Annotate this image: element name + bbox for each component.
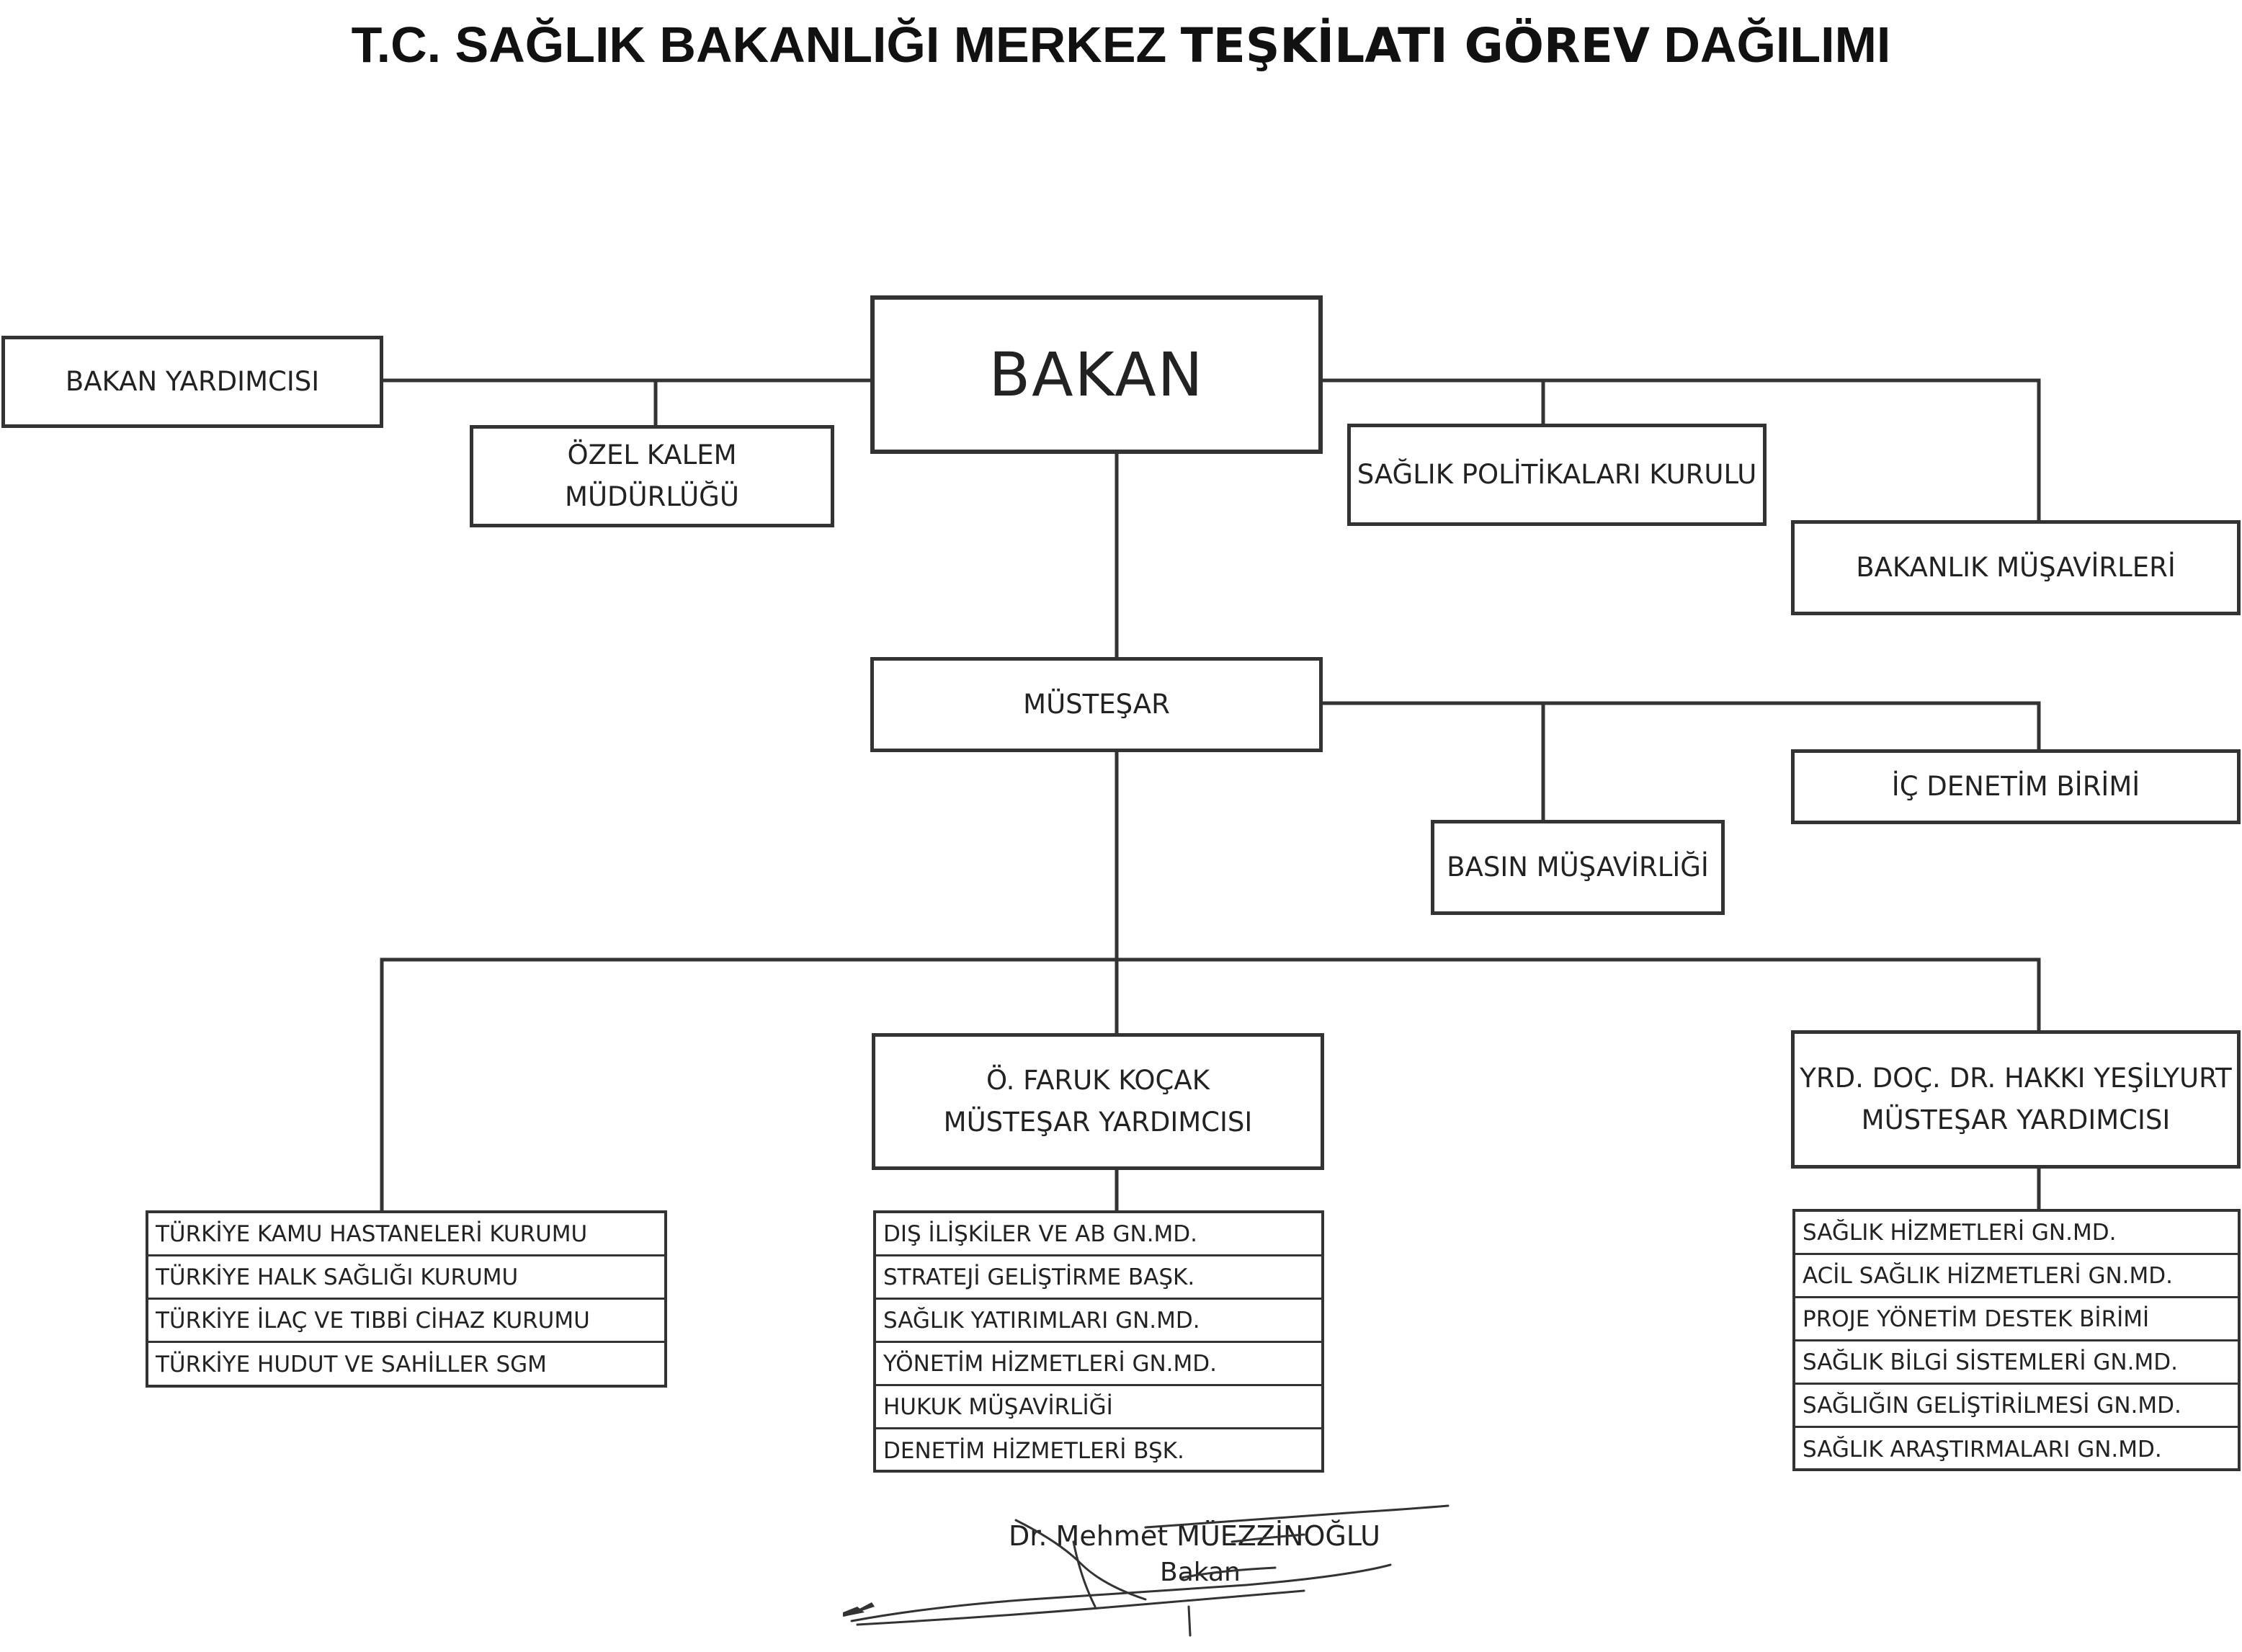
title-part-1: T.C. SAĞLIK BAKANLIĞI MERKEZ (351, 17, 1167, 73)
list-right-units (1792, 1209, 2241, 1471)
node-faruk-kocak-role: MÜSTEŞAR YARDIMCISI (943, 1107, 1253, 1138)
list-item: TÜRKİYE İLAÇ VE TIBBİ CİHAZ KURUMU (148, 1300, 664, 1343)
list-item: DIŞ İLİŞKİLER VE AB GN.MD. (876, 1213, 1321, 1256)
node-faruk-kocak (872, 1033, 1324, 1170)
pen-mark-icon (843, 1598, 879, 1620)
list-item: SAĞLIK HİZMETLERİ GN.MD. (1795, 1212, 2238, 1255)
title-part-3: DAĞILIMI (1663, 17, 1891, 73)
list-item: HUKUK MÜŞAVİRLİĞİ (876, 1386, 1321, 1429)
node-faruk-kocak-name: Ö. FARUK KOÇAK (986, 1065, 1210, 1096)
list-item: TÜRKİYE KAMU HASTANELERİ KURUMU (148, 1213, 664, 1256)
node-ozel-kalem (470, 425, 834, 527)
node-hakki-yesilyurt-role: MÜSTEŞAR YARDIMCISI (1861, 1104, 2171, 1135)
node-ozel-kalem-line1: ÖZEL KALEM (567, 439, 737, 470)
page-title (0, 16, 2242, 73)
list-item: SAĞLIK ARAŞTIRMALARI GN.MD. (1803, 1437, 2162, 1463)
title-part-2: TEŞKİLATI GÖREV (1180, 18, 1650, 73)
list-item: SAĞLIK BİLGİ SİSTEMLERİ GN.MD. (1795, 1341, 2238, 1385)
node-hakki-yesilyurt (1791, 1030, 2241, 1169)
list-item: TÜRKİYE HALK SAĞLIĞI KURUMU (148, 1256, 664, 1300)
node-bakanlik-musavirleri-label: BAKANLIK MÜŞAVİRLERİ (1856, 552, 2176, 583)
node-ozel-kalem-line2: MÜDÜRLÜĞÜ (565, 481, 739, 512)
node-saglik-politikalari-label: SAĞLIK POLİTİKALARI KURULU (1357, 459, 1757, 490)
node-mustesar (870, 657, 1323, 752)
list-left-institutions (146, 1210, 667, 1388)
list-item: YÖNETİM HİZMETLERİ GN.MD. (876, 1343, 1321, 1386)
node-mustesar-label: MÜSTEŞAR (1023, 689, 1170, 720)
node-bakan-yardimcisi-label: BAKAN YARDIMCISI (65, 366, 320, 397)
node-hakki-yesilyurt-name: YRD. DOÇ. DR. HAKKI YEŞİLYURT (1800, 1063, 2232, 1094)
list-item: SAĞLIK YATIRIMLARI GN.MD. (876, 1300, 1321, 1343)
node-bakan-yardimcisi (1, 336, 383, 428)
node-ic-denetim (1791, 749, 2241, 824)
node-saglik-politikalari (1347, 424, 1767, 526)
list-item: STRATEJİ GELİŞTİRME BAŞK. (876, 1256, 1321, 1300)
node-bakan-label: BAKAN (988, 339, 1205, 410)
node-bakan (870, 295, 1323, 454)
list-item: PROJE YÖNETİM DESTEK BİRİMİ (1795, 1298, 2238, 1341)
node-basin-musavirligi (1431, 820, 1725, 915)
list-item: TÜRKİYE HUDUT VE SAHİLLER SGM (156, 1352, 547, 1378)
list-item: SAĞLIĞIN GELİŞTİRİLMESİ GN.MD. (1795, 1385, 2238, 1428)
signature-name: Dr. Mehmet MÜEZZİNOĞLU (1009, 1520, 1380, 1552)
node-bakanlik-musavirleri (1791, 520, 2241, 615)
node-basin-musavirligi-label: BASIN MÜŞAVİRLİĞİ (1447, 852, 1709, 883)
signature-title: Bakan (1160, 1558, 1241, 1587)
list-item: ACİL SAĞLIK HİZMETLERİ GN.MD. (1795, 1255, 2238, 1298)
node-ic-denetim-label: İÇ DENETİM BİRİMİ (1891, 771, 2140, 802)
list-item: DENETİM HİZMETLERİ BŞK. (883, 1438, 1184, 1464)
handwritten-signature-icon (843, 1499, 1462, 1643)
list-middle-units (873, 1210, 1324, 1473)
